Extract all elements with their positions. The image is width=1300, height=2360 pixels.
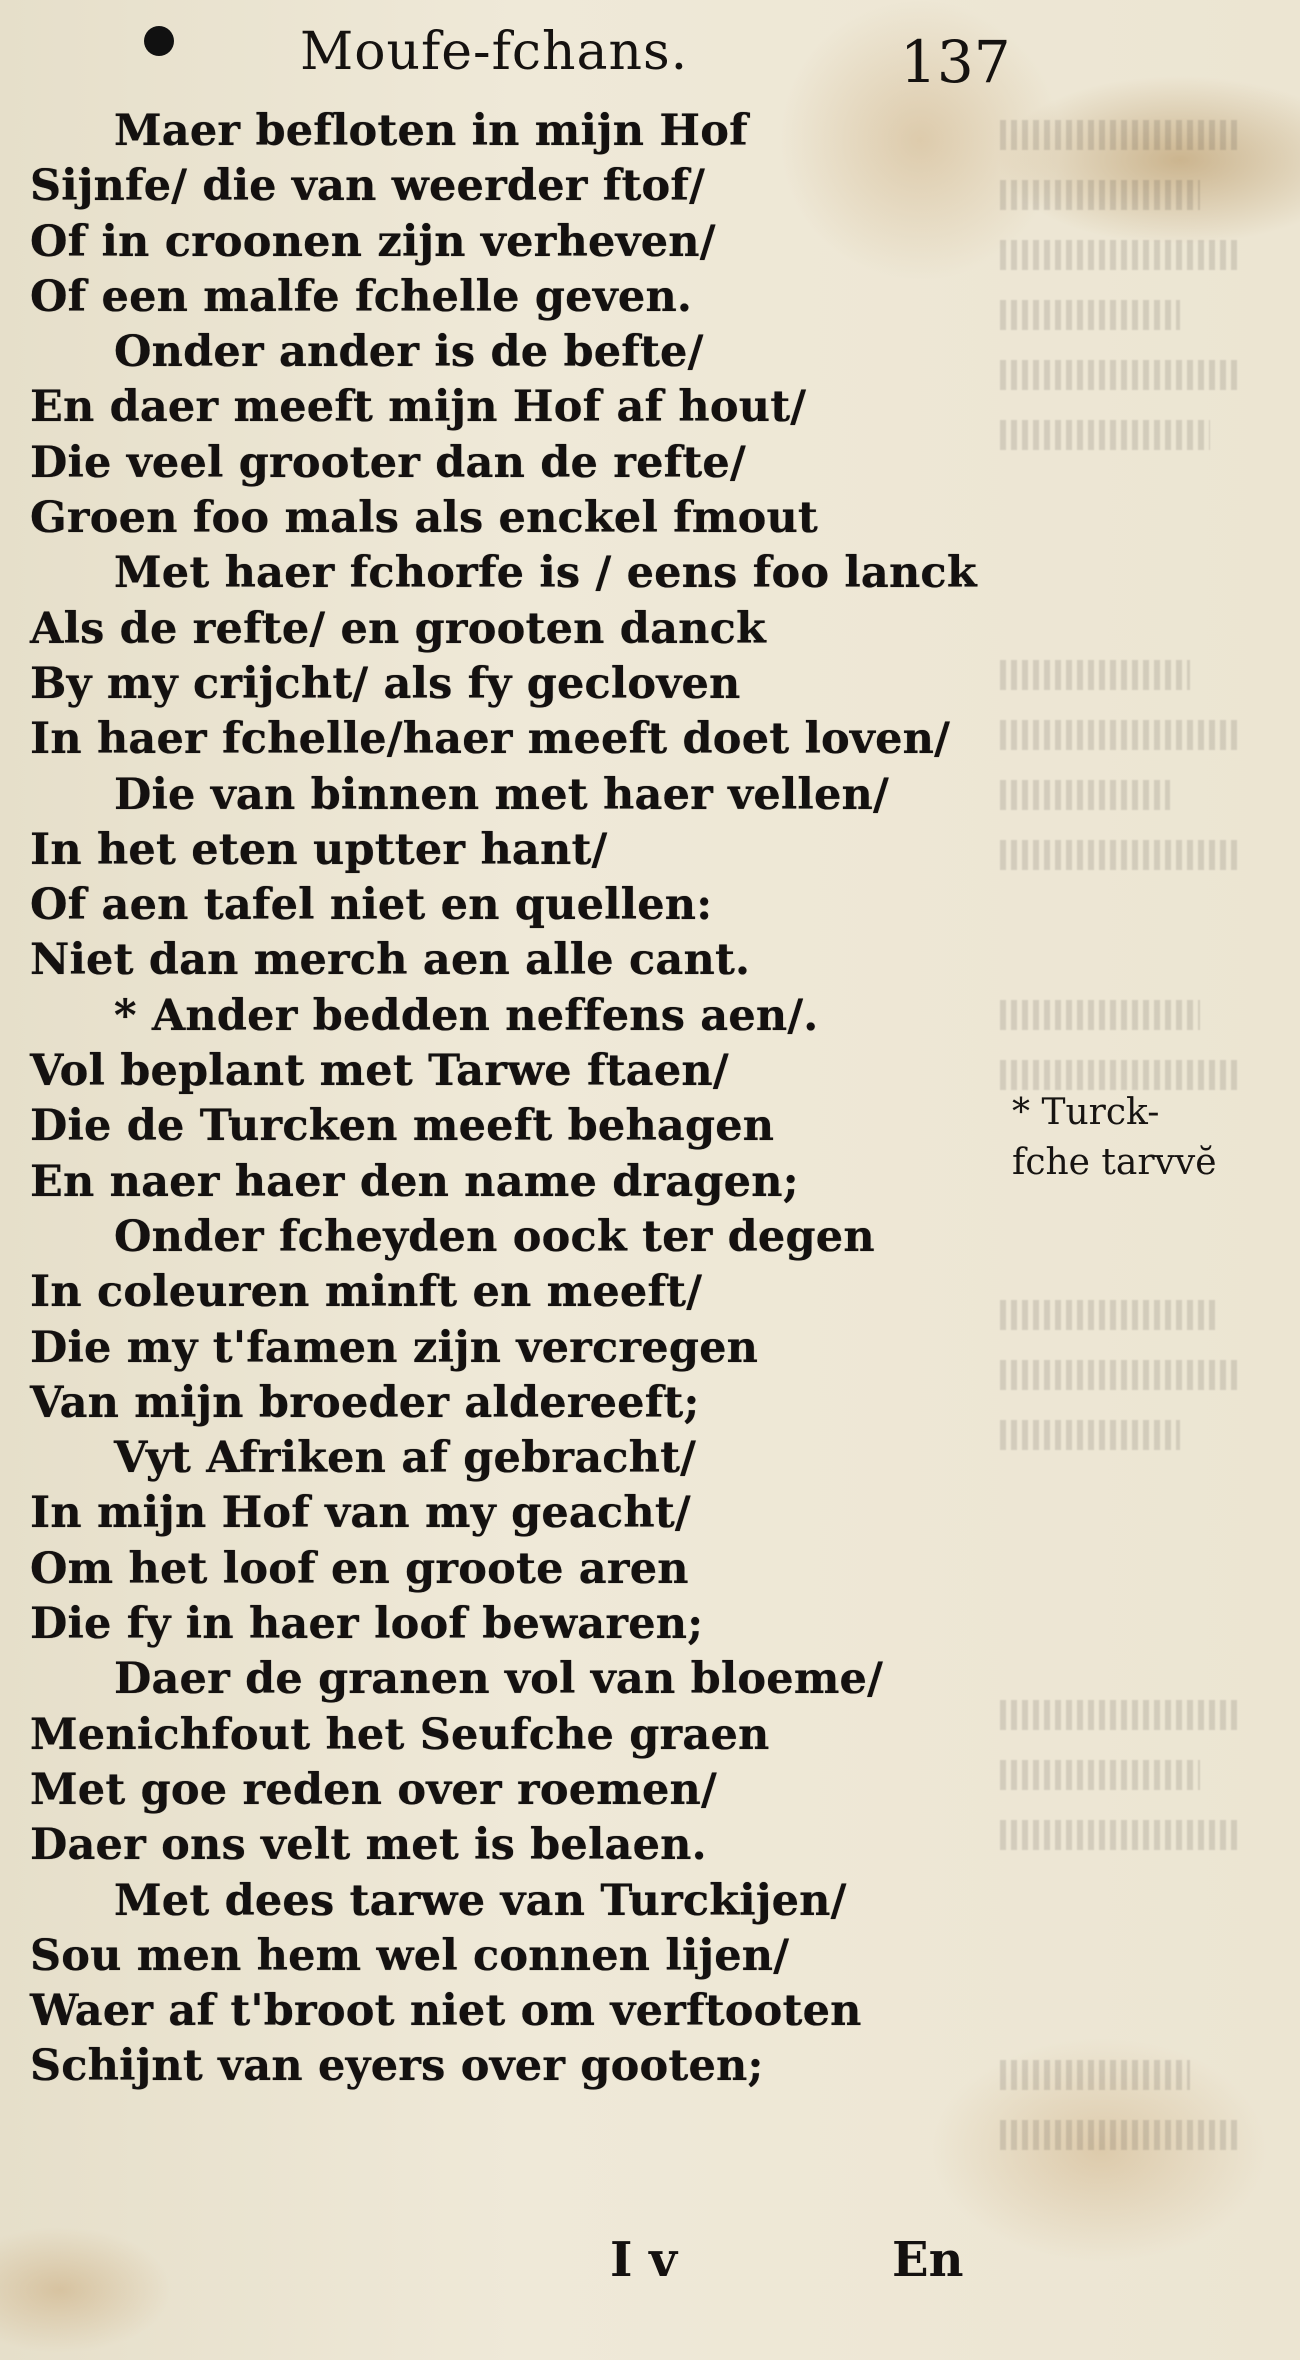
verse-line: Als de refte/ en grooten danck [30, 603, 766, 654]
verse-line: Die veel grooter dan de refte/ [30, 437, 746, 488]
verse-line: Die van binnen met haer vellen/ [114, 769, 889, 820]
verse-line: By my crijcht/ als fy gecloven [30, 658, 741, 709]
verse-line: Niet dan merch aen alle cant. [30, 935, 751, 986]
verse-line: Schijnt van eyers over gooten; [30, 2041, 764, 2092]
margin-note-line: * Turck- [1012, 1092, 1160, 1133]
verse-line: Die my t'famen zijn vercregen [30, 1322, 759, 1373]
verse-line: * Ander bedden neffens aen/. [114, 990, 819, 1041]
verse-line: In haer fchelle/haer meeft doet loven/ [30, 714, 951, 765]
verse-line: Van mijn broeder aldereeft; [30, 1377, 700, 1428]
verse-line: Groen foo mals als enckel fmout [30, 493, 818, 544]
show-through-text [1000, 100, 1300, 2300]
verse-line: Sou men hem wel connen lijen/ [30, 1930, 790, 1981]
verse-line: Vol beplant met Tarwe ftaen/ [30, 1046, 729, 1097]
signature-mark: I v [610, 2232, 678, 2288]
page-footer [0, 2232, 1300, 2302]
verse-line: Onder ander is de befte/ [114, 327, 704, 378]
verse-line: Maer befloten in mijn Hof [114, 106, 748, 156]
margin-note [1012, 1088, 1252, 1188]
verse-line: Waer af t'broot niet om verftooten [30, 1986, 862, 2037]
page-header [0, 18, 1300, 98]
verse-line: In het eten uptter hant/ [30, 824, 608, 875]
verse-line: Of in croonen zijn verheven/ [30, 216, 716, 267]
poem-text [30, 104, 1030, 2095]
margin-note-line: fche tarvvĕ [1012, 1142, 1217, 1183]
verse-line: In coleuren minft en meeft/ [30, 1267, 703, 1318]
verse-line: In mijn Hof van my geacht/ [30, 1488, 691, 1539]
verse-line: Die fy in haer loof bewaren; [30, 1599, 704, 1650]
running-title: Moufe-fchans. [300, 22, 689, 82]
catchword: En [892, 2232, 964, 2288]
verse-line: Sijnfe/ die van weerder ftof/ [30, 161, 706, 212]
verse-line: En naer haer den name dragen; [30, 1156, 799, 1207]
verse-line: Die de Turcken meeft behagen [30, 1101, 775, 1152]
verse-line: En daer meeft mijn Hof af hout/ [30, 382, 807, 433]
verse-line: Vyt Afriken af gebracht/ [114, 1433, 697, 1484]
verse-line: Om het loof en groote aren [30, 1543, 689, 1594]
page-number: 137 [900, 28, 1011, 96]
verse-line: Met haer fchorfe is / eens foo lanck [114, 548, 977, 599]
verse-line: Daer ons velt met is belaen. [30, 1820, 707, 1871]
verse-line: Met dees tarwe van Turckijen/ [114, 1875, 847, 1926]
verse-line: Menichfout het Seufche graen [30, 1709, 770, 1760]
verse-line: Met goe reden over roemen/ [30, 1764, 717, 1815]
verse-line: Of een malfe fchelle geven. [30, 271, 693, 322]
bullet-mark-icon [144, 26, 174, 56]
verse-line: Daer de granen vol van bloeme/ [114, 1654, 884, 1705]
verse-line: Of aen tafel niet en quellen: [30, 880, 713, 931]
verse-line: Onder fcheyden oock ter degen [114, 1211, 875, 1262]
